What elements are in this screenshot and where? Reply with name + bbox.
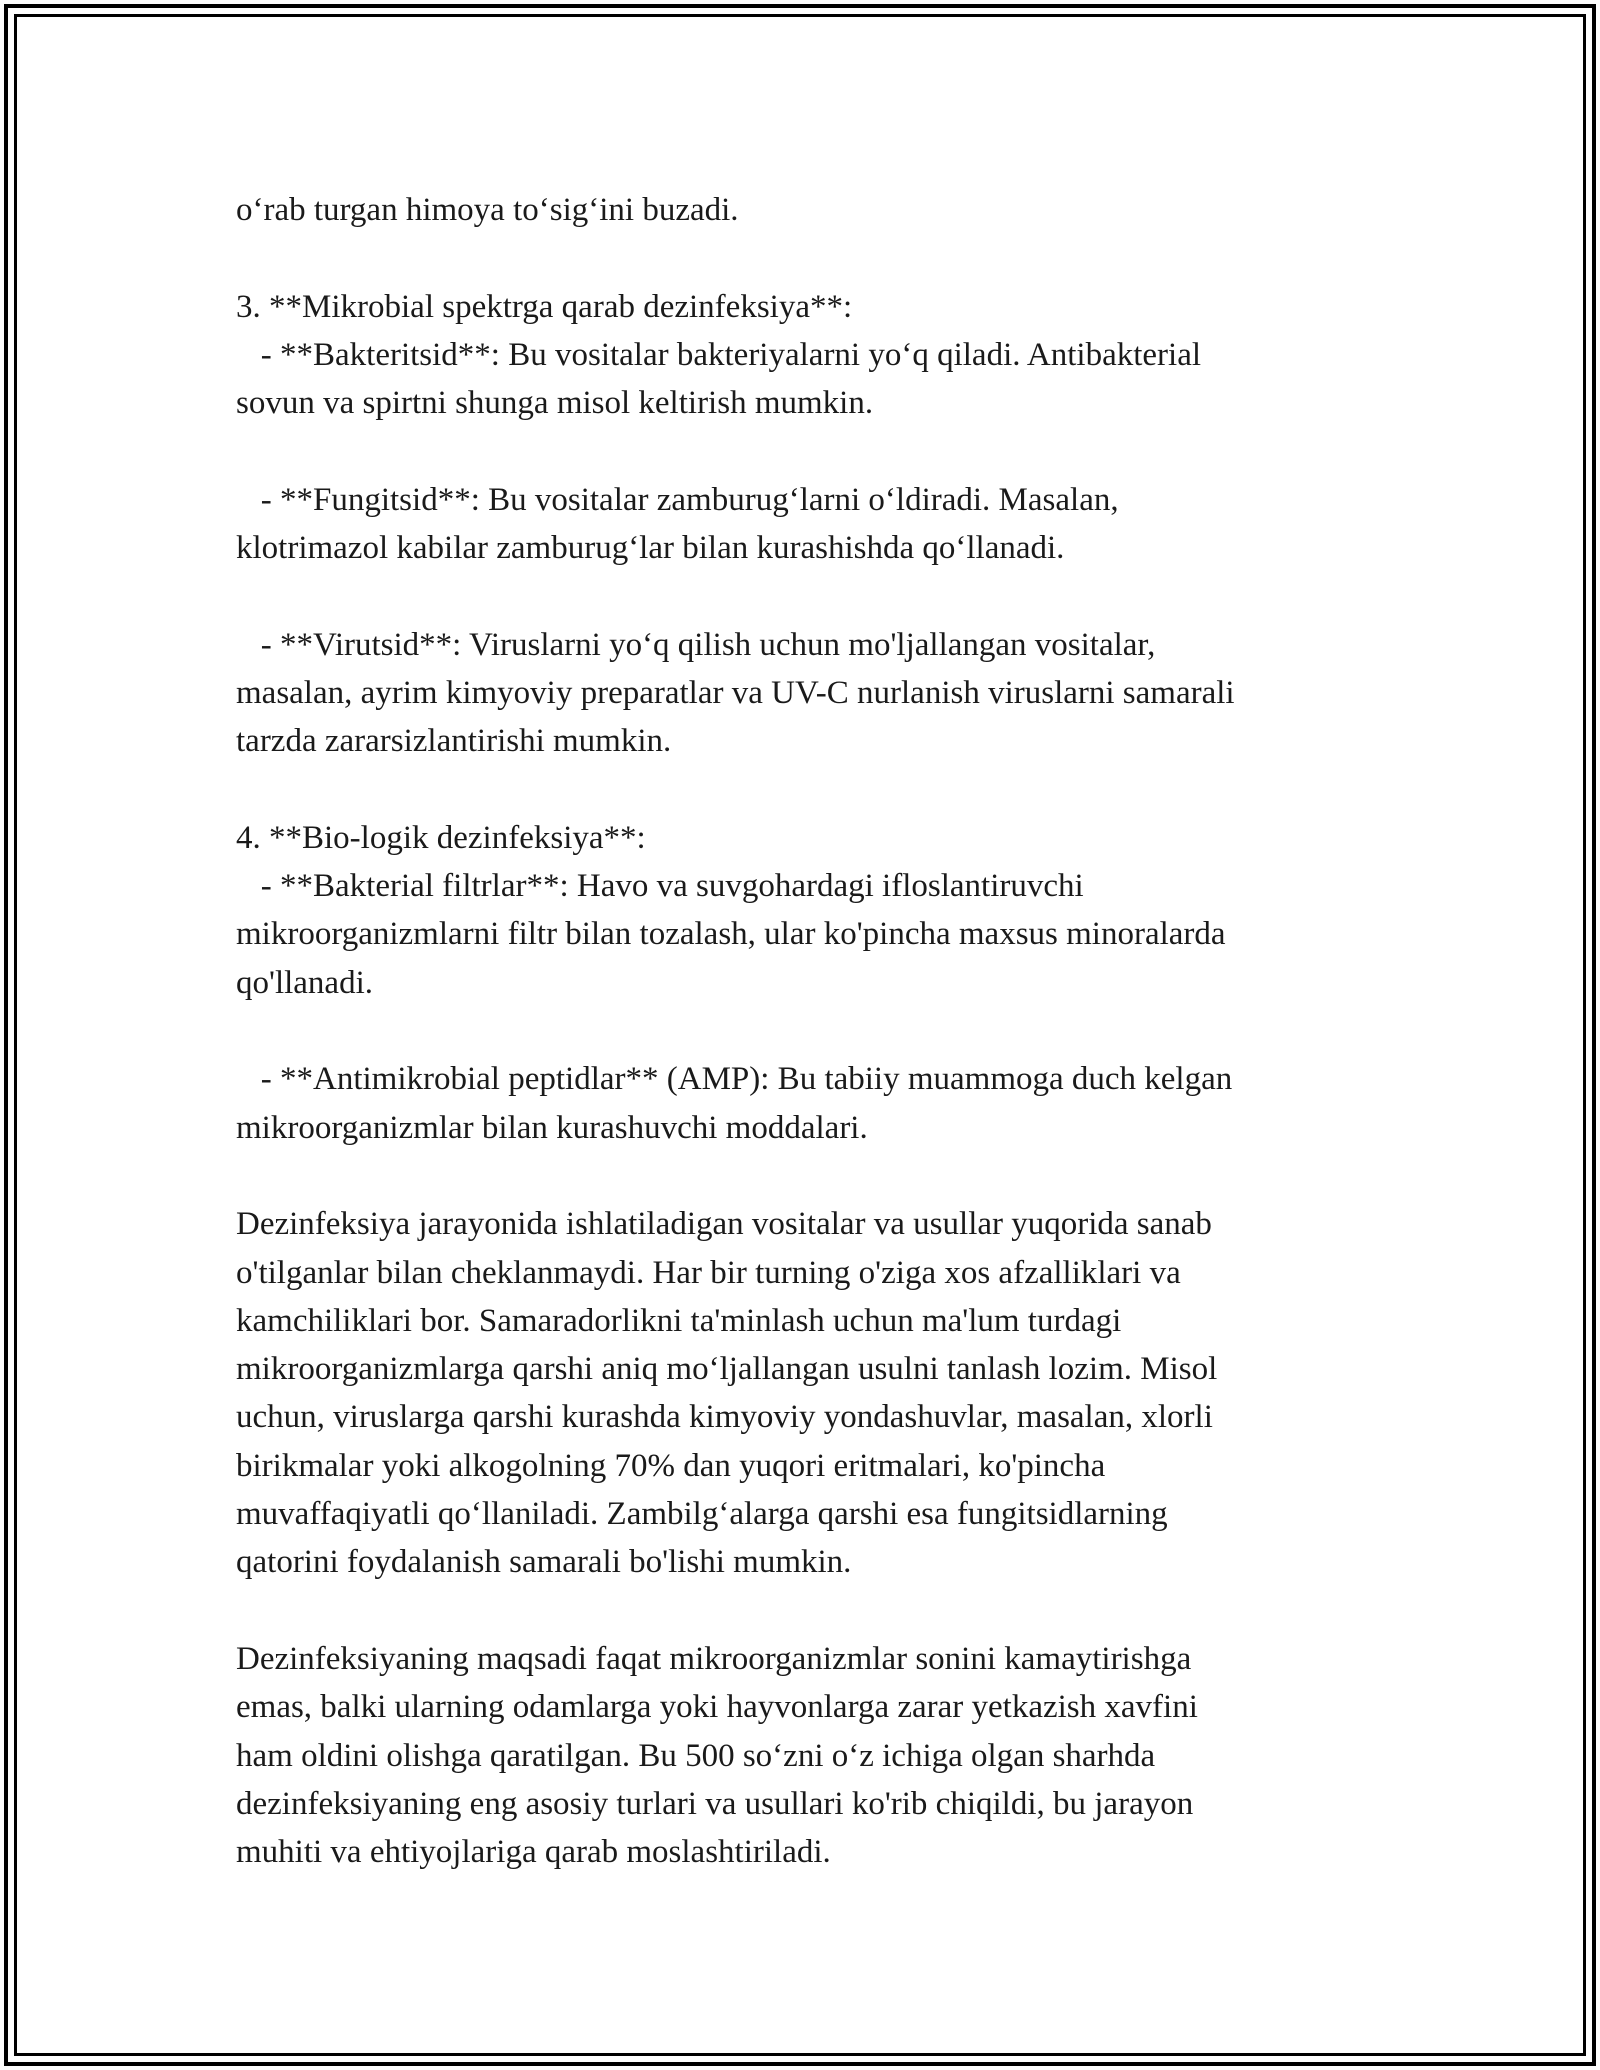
paragraph-gap (236, 427, 1356, 475)
text-line: ham oldini olishga qaratilgan. Bu 500 so‘zni o‘z ichiga olgan sharhda (236, 1737, 1156, 1774)
paragraph-conclusion (236, 1635, 1356, 1876)
text-line: mikroorganizmlarni filtr bilan tozalash, ular ko'pincha maxsus minoralarda (236, 916, 1226, 953)
paragraph-fungicide (236, 476, 1356, 573)
paragraph-virucide (236, 621, 1356, 766)
text-line: o‘rab turgan himoya to‘sig‘ini buzadi. (236, 192, 739, 228)
paragraph-gap (236, 1587, 1356, 1635)
section-heading-line: 4. **Bio-logik dezinfeksiya**: (236, 819, 646, 856)
text-line: emas, balki ularning odamlarga yoki hayvonlarga zarar yetkazish xavfini (236, 1689, 1198, 1726)
text-line: o'tilganlar bilan cheklanmaydi. Har bir turning o'ziga xos afzalliklari va (236, 1254, 1181, 1291)
text-line: mikroorganizmlar bilan kurashuvchi moddalari. (236, 1109, 868, 1146)
paragraph-biological (236, 814, 1356, 1007)
text-line: uchun, viruslarga qarshi kurashda kimyoviy yondashuvlar, masalan, xlorli (236, 1399, 1213, 1436)
text-line: klotrimazol kabilar zamburug‘lar bilan kurashishda qo‘llanadi. (236, 530, 1065, 567)
paragraph-methods-summary (236, 1200, 1356, 1586)
paragraph-microbial-spectrum (236, 283, 1356, 428)
text-line: Dezinfeksiya jarayonida ishlatiladigan vositalar va usullar yuqorida sanab (236, 1206, 1212, 1243)
text-line: dezinfeksiyaning eng asosiy turlari va usullari ko'rib chiqildi, bu jarayon (236, 1785, 1194, 1822)
text-line: - **Bakterial filtrlar**: Havo va suvgohardagi ifloslantiruvchi (236, 868, 1084, 905)
text-line: tarzda zararsizlantirishi mumkin. (236, 723, 672, 760)
paragraph-gap (236, 1152, 1356, 1200)
text-line: - **Bakteritsid**: Bu vositalar bakteriyalarni yo‘q qiladi. Antibakterial (236, 336, 1202, 373)
paragraph-gap (236, 572, 1356, 620)
section-heading-line: 3. **Mikrobial spektrga qarab dezinfeksiya**: (236, 288, 853, 325)
text-line: birikmalar yoki alkogolning 70% dan yuqori eritmalari, ko'pincha (236, 1447, 1106, 1484)
text-line: - **Virutsid**: Viruslarni yo‘q qilish uchun mo'ljallangan vositalar, (236, 626, 1156, 663)
text-line: - **Antimikrobial peptidlar** (AMP): Bu tabiiy muammoga duch kelgan (236, 1061, 1233, 1098)
text-line: sovun va spirtni shunga misol keltirish mumkin. (236, 385, 874, 422)
paragraph-antimicrobial-peptides (236, 1055, 1356, 1152)
text-line: - **Fungitsid**: Bu vositalar zamburug‘larni o‘ldiradi. Masalan, (236, 481, 1119, 518)
text-line: kamchiliklari bor. Samaradorlikni ta'minlash uchun ma'lum turdagi (236, 1302, 1122, 1339)
text-line: Dezinfeksiyaning maqsadi faqat mikroorganizmlar sonini kamaytirishga (236, 1640, 1192, 1677)
paragraph-intro-fragment (236, 186, 1356, 234)
text-line: masalan, ayrim kimyoviy preparatlar va UV-C nurlanish viruslarni samarali (236, 674, 1235, 711)
text-line: qo'llanadi. (236, 964, 373, 1001)
text-line: muhiti va ehtiyojlariga qarab moslashtiriladi. (236, 1834, 831, 1871)
text-line: mikroorganizmlarga qarshi aniq mo‘ljallangan usulni tanlash lozim. Misol (236, 1351, 1218, 1388)
paragraph-gap (236, 766, 1356, 814)
paragraph-gap (236, 234, 1356, 282)
document-body (236, 186, 1356, 1876)
text-line: muvaffaqiyatli qo‘llaniladi. Zambilg‘alarga qarshi esa fungitsidlarning (236, 1496, 1168, 1533)
text-line: qatorini foydalanish samarali bo'lishi mumkin. (236, 1544, 852, 1581)
paragraph-gap (236, 1007, 1356, 1055)
